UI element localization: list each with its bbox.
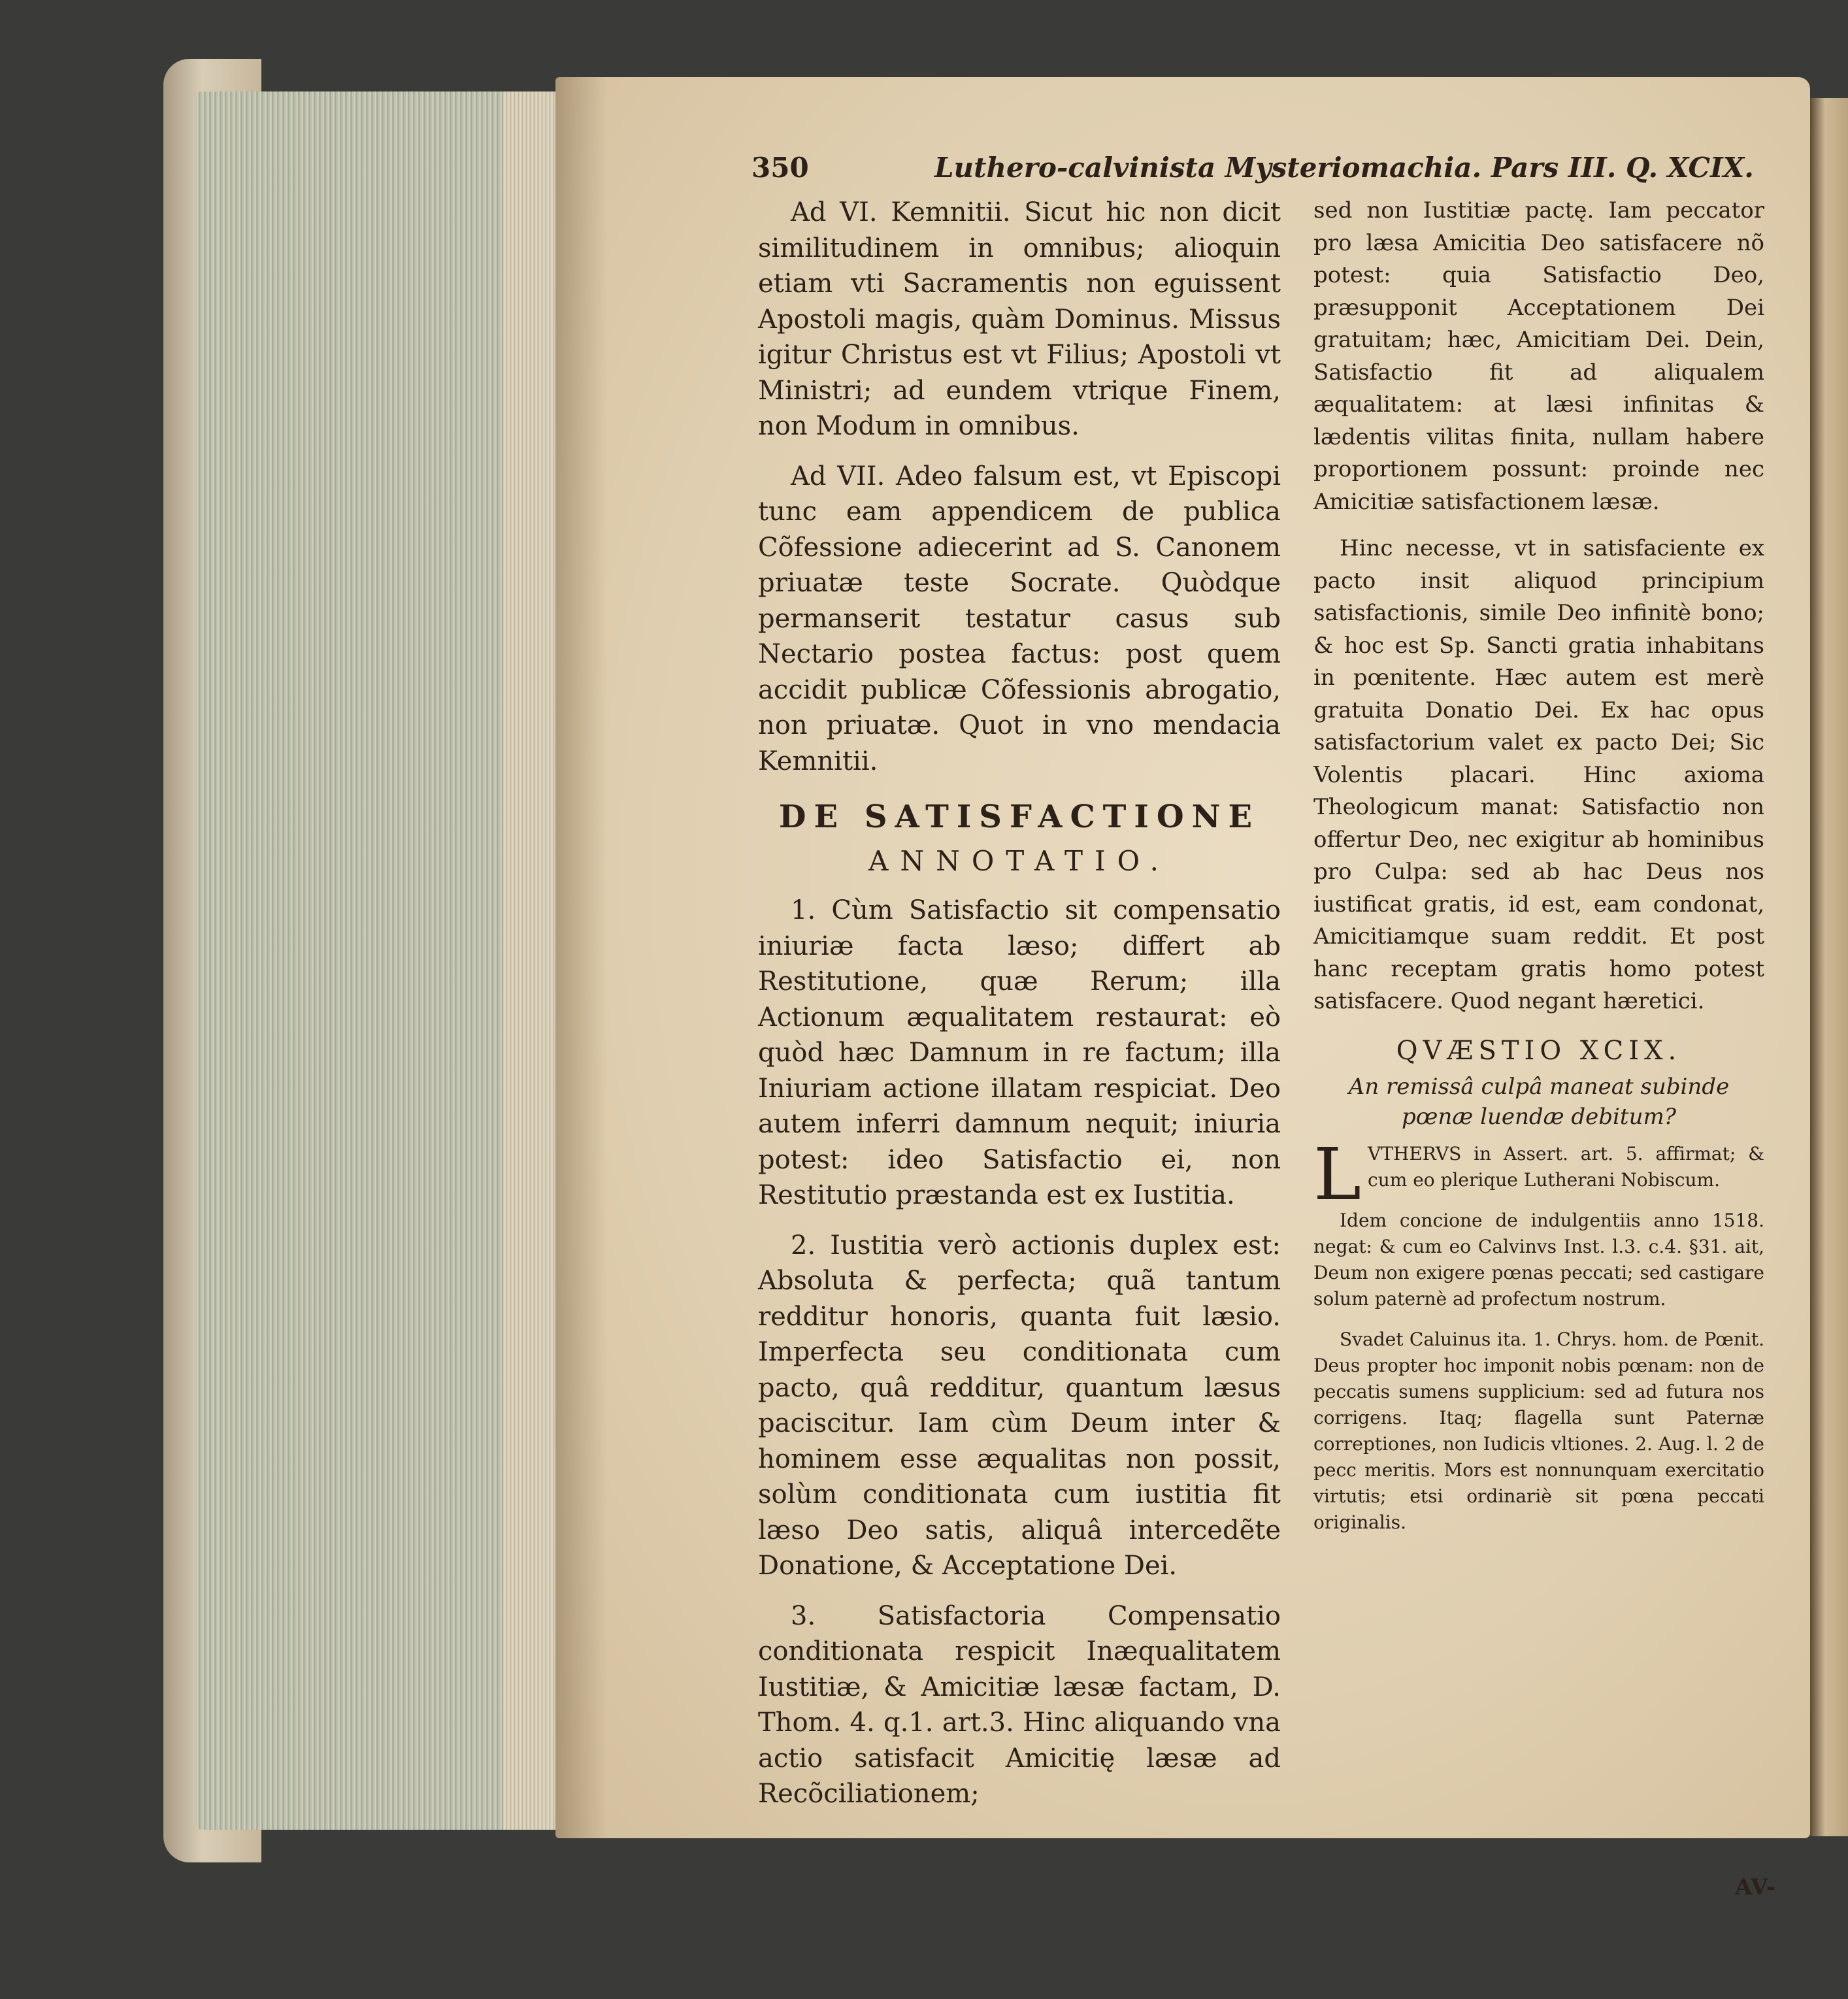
running-title: Luthero-calvinista Mysteriomachia. Pars III. Q. XCIX. <box>934 152 1754 184</box>
paragraph-lutherus-text: VTHERVS in Assert. art. 5. affirmat; & cum eo plerique Lutherani Nobiscum. <box>1368 1142 1764 1191</box>
question-heading: QVÆSTIO XCIX. <box>1396 1035 1682 1066</box>
page-gutter-shadow <box>555 77 608 1838</box>
page-number: 350 <box>751 152 809 184</box>
annotation-item-3: 3. Satisfactoria Compensatio conditionata respicit Inæqualitatem Iustitiæ, & Amicitiæ læsæ factam, D. Thom. 4. q.1. art.3. Hinc aliquando vna actio satisfacit Amicitię læsæ ad Recõciliationem; <box>758 1600 1281 1809</box>
paragraph-continuation: sed non Iustitiæ pactę. Iam peccator pro læsa Amicitia Deo satisfacere nõ potest: quia Satisfactio Deo, præsupponit Acceptationem Dei gratuitam; hæc, Amicitiam Dei. Dein, Satisfactio fit ad aliqualem æqualitatem: at læsi infinitas & lædentis vilitas finita, nullam habere proportionem possunt: proinde nec Amicitiæ satisfactionem læsæ. <box>1313 197 1764 515</box>
section-heading: DE SATISFACTIONE <box>778 799 1261 835</box>
page-stack-fore-edge <box>503 91 562 1830</box>
paragraph-svadet: Svadet Caluinus ita. 1. Chrys. hom. de Pœnit. Deus propter hoc imponit nobis pœnam: non de peccatis sumens supplicium: sed ad futura nos corrigens. Itaq; flagella sunt Paternæ correptiones, non Iudicis vltiones. 2. Aug. l. 2 de pecc meritis. Mors est nonnunquam exercitatio virtutis; etsi ordinariè sit pœna peccati originalis. <box>1313 1328 1764 1533</box>
annotation-item-1: 1. Cùm Satisfactio sit compensatio iniuriæ facta læso; differt ab Restitutione, quæ Rerum; illa Actionum æqualitatem restaurat: eò quòd hæc Damnum in re factum; illa Iniuriam actione illatam respiciat. Deo autem inferri damnum nequit; iniuria potest: ideo Satisfactio ei, non Restitutio præstanda est ex Iustitia. <box>758 895 1281 1210</box>
paragraph-ad-vii: Ad VII. Adeo falsum est, vt Episcopi tunc eam appendicem de publica Cõfessione adiecerint ad S. Canonem priuatæ teste Socrate. Quòdque permanserit testatur casus sub Nectario postea factus: post quem accidit publicæ Cõfessionis abrogatio, non priuatæ. Quot in vno mendacia Kemnitii. <box>758 461 1281 776</box>
paragraph-hinc-necesse: Hinc necesse, vt in satisfaciente ex pacto insit aliquod principium satisfactionis, simile Deo infinitè bono; & hoc est Sp. Sancti gratia inhabitans in pœnitente. Hæc autem est merè gratuita Donatio Dei. Ex hac opus satisfactorium valet ex pacto Dei; Sic Volentis placari. Hinc axioma Theologicum manat: Satisfactio non offertur Deo, nec exigitur ab hominibus pro Culpa: sed ab hac Deus nos iustificat gratis, id est, eam condonat, Amicitiamque suam reddit. Et post hanc receptam gratis homo potest satisfacere. Quod negant hæretici. <box>1313 535 1764 1014</box>
annotation-item-2: 2. Iustitia verò actionis duplex est: Absoluta & perfecta; quã tantum redditur honoris, quanta fuit læsio. Imperfecta seu conditionata cum pacto, quâ redditur, quantum læsus paciscitur. Iam cùm Deum inter & hominem esse æqualitas non possit, solùm conditionata cum iustitia fit læso Deo satis, aliquâ intercedẽte Donatione, & Acceptatione Dei. <box>758 1230 1281 1581</box>
paragraph-lutherus <box>1313 1132 1764 1216</box>
left-text-column <box>758 195 1281 1826</box>
facing-page-edge <box>1810 98 1848 1836</box>
question-subtitle: An remissâ culpâ maneat subinde pœnæ luendæ debitum? <box>1348 1073 1730 1130</box>
running-head <box>751 152 1761 191</box>
paragraph-idem: Idem concione de indulgentiis anno 1518. negat: & cum eo Calvinvs Inst. l.3. c.4. §31. ait, Deum non exigere pœnas peccati; sed castigare solum paternè ad profectum nostrum. <box>1313 1209 1764 1310</box>
right-text-column <box>1313 195 1764 1550</box>
drop-initial: L <box>1313 1132 1362 1216</box>
paragraph-ad-vi: Ad VI. Kemnitii. Sicut hic non dicit similitudinem in omnibus; alioquin etiam vti Sacramentis non eguissent Apostoli magis, quàm Dominus. Missus igitur Christus est vt Filius; Apostoli vt Ministri; ad eundem vtrique Finem, non Modum in omnibus. <box>758 197 1281 441</box>
catchword: AV- <box>1735 1874 1775 1900</box>
section-subheading: ANNOTATIO. <box>868 845 1170 877</box>
